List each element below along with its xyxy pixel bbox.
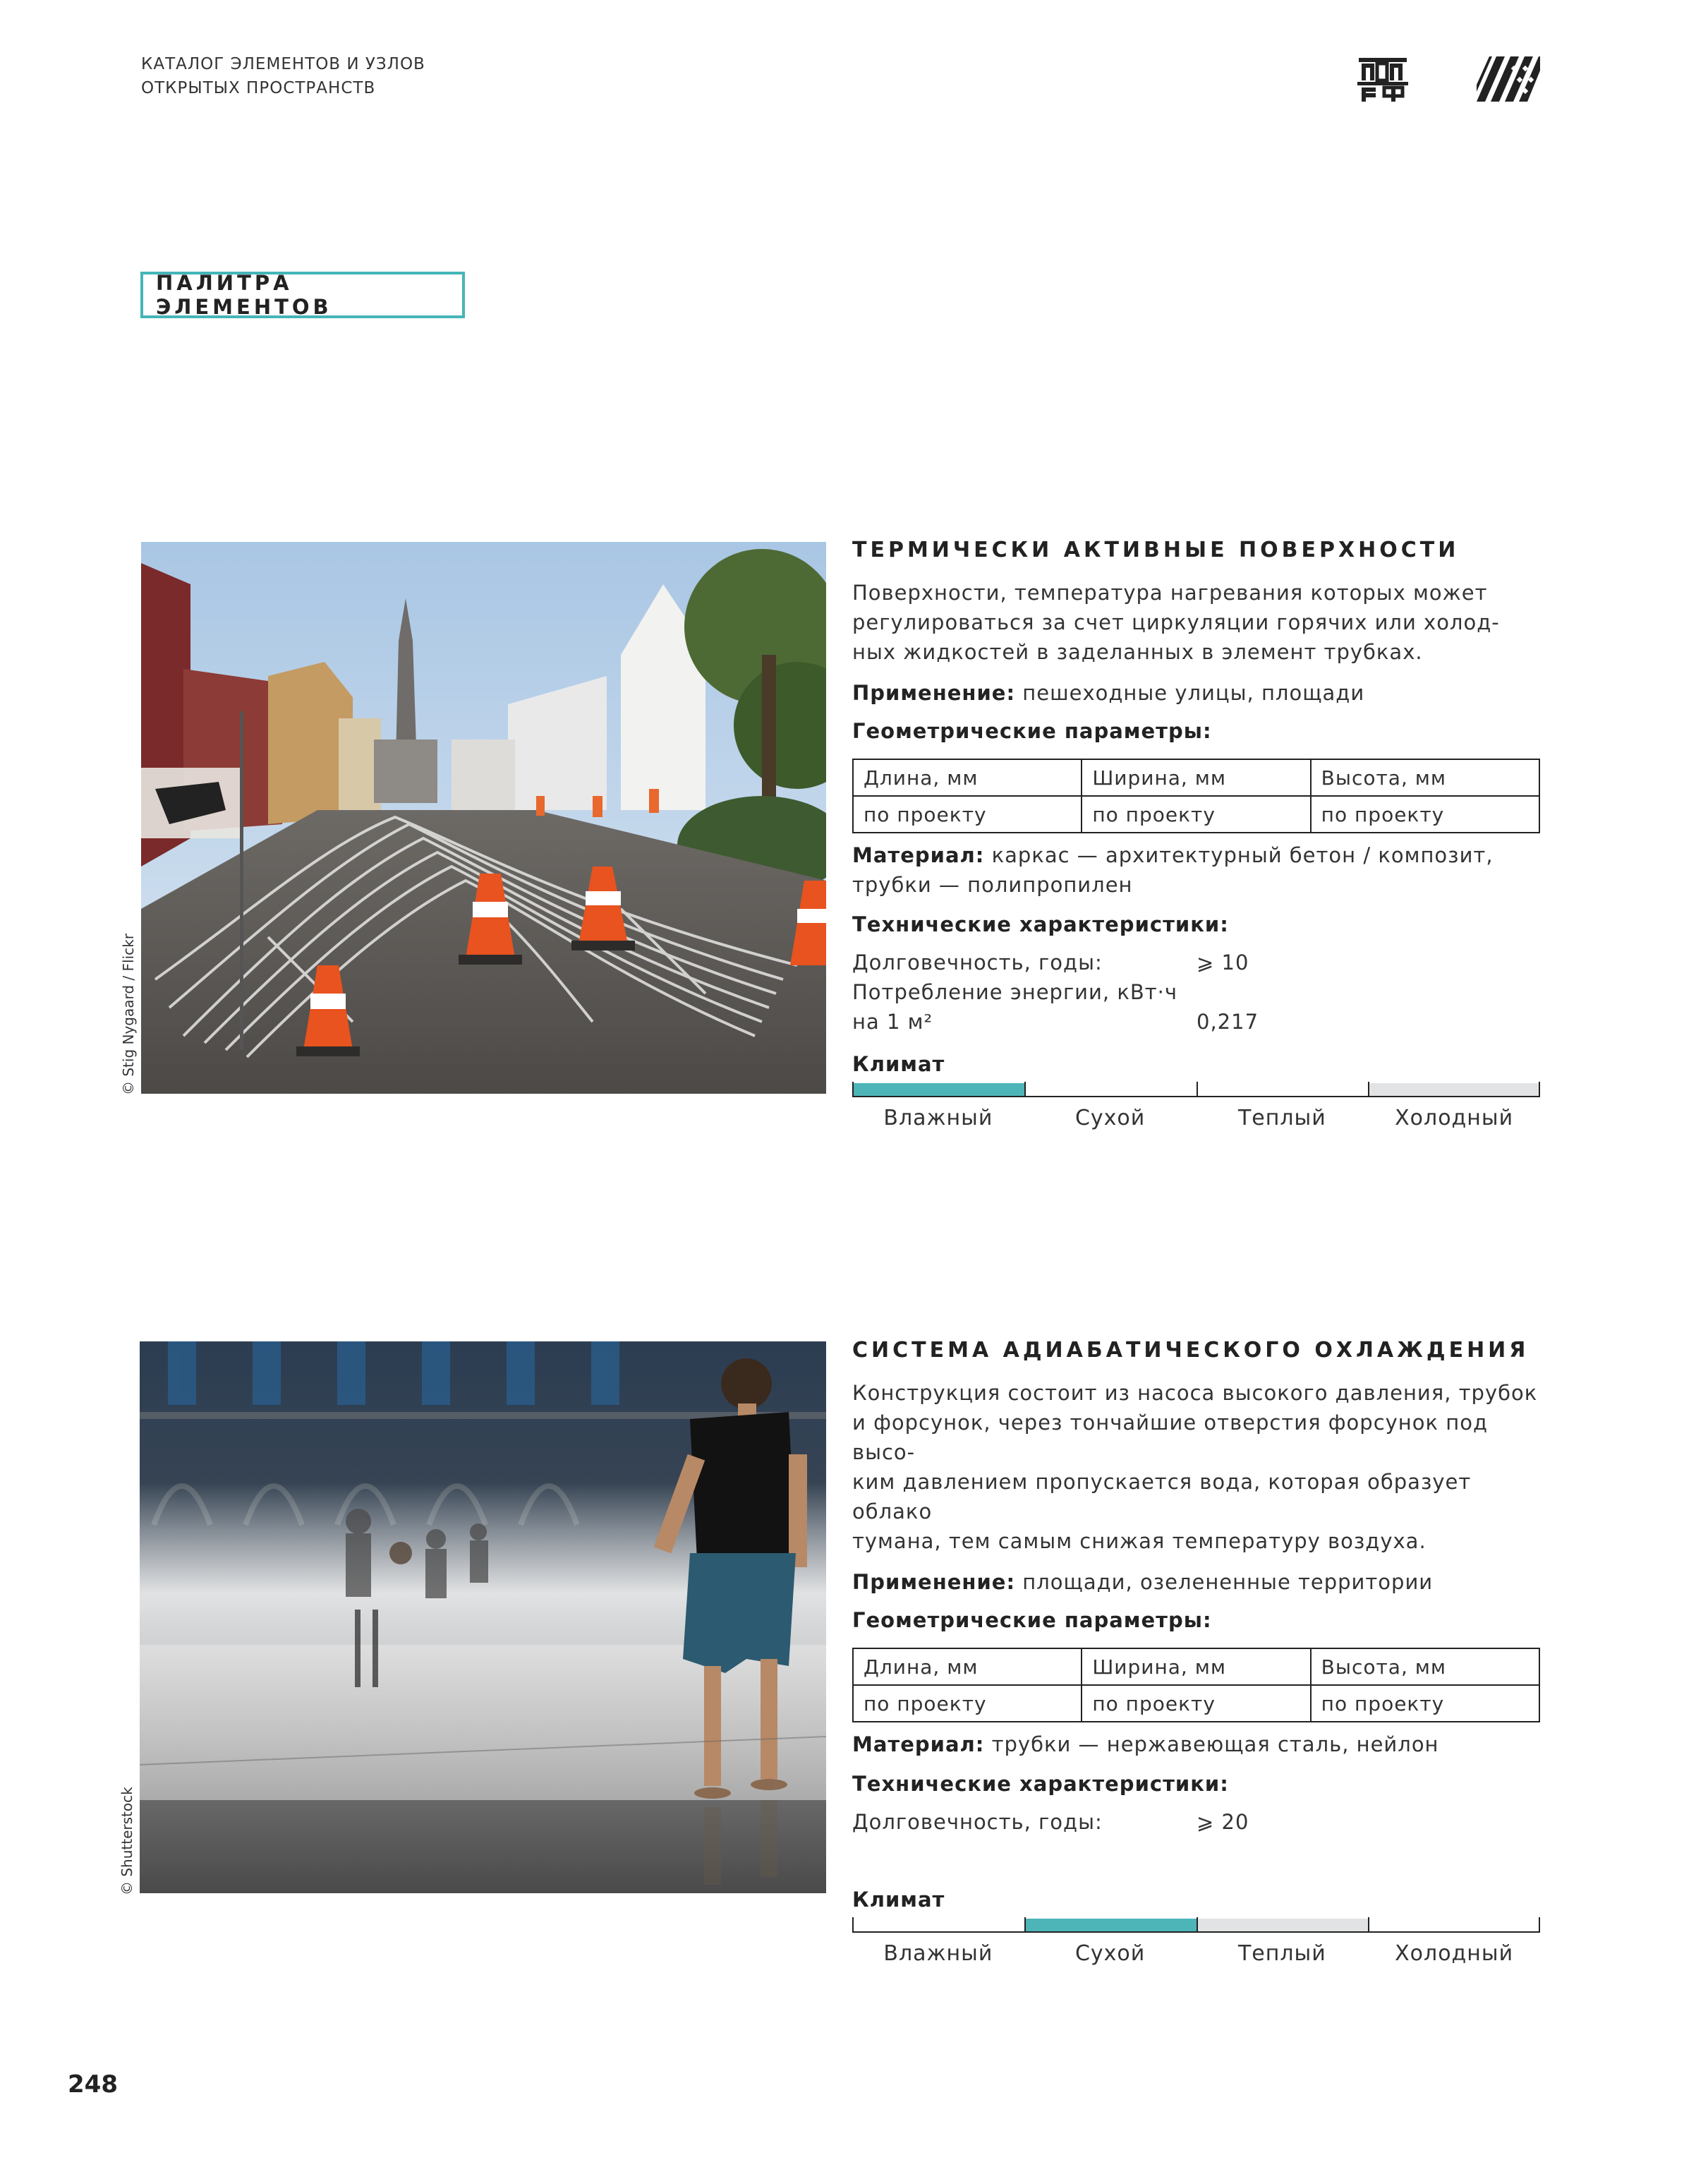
material-line-2: трубки — полипропилен: [852, 873, 1133, 897]
climate-humid: Влажный: [883, 1941, 993, 1966]
climate-tick: [1024, 1917, 1026, 1933]
material-label: Материал:: [852, 843, 985, 867]
tech-heading: Технические характеристики:: [852, 1772, 1229, 1796]
table-header-width: Ширина, мм: [1082, 1648, 1310, 1685]
tech-value: ⩾ 20: [1197, 1810, 1249, 1834]
tech-value: 0,217: [1197, 1010, 1259, 1034]
application-line: [852, 1567, 1540, 1597]
climate-tick: [1197, 1917, 1198, 1933]
description-line: и форсунок, через тончайшие отверстия форсунок под высо-: [852, 1411, 1488, 1464]
material-label: Материал:: [852, 1732, 985, 1756]
section-title: ТЕРМИЧЕСКИ АКТИВНЫЕ ПОВЕРХНОСТИ: [852, 538, 1460, 562]
section-adiabatic-cooling: [852, 1338, 1540, 1966]
pattern-logo: [1477, 56, 1540, 102]
photo-credit-1: © Stig Nygaard / Flickr: [120, 934, 137, 1095]
table-header-length: Длина, мм: [853, 1648, 1082, 1685]
tech-row: [852, 948, 1540, 977]
table-cell: по проекту: [853, 796, 1082, 833]
tech-key: Долговечность, годы:: [852, 1810, 1103, 1834]
climate-tick: [1024, 1082, 1026, 1097]
section-description: [852, 578, 1540, 667]
climate-tick: [852, 1082, 854, 1097]
page-number: 248: [68, 2070, 118, 2099]
climate-segment: [1197, 1919, 1369, 1931]
description-line: Поверхности, температура нагревания которых может: [852, 581, 1488, 605]
tech-key: Долговечность, годы:: [852, 950, 1103, 974]
table-cell: по проекту: [1082, 796, 1310, 833]
table-cell: по проекту: [1082, 1685, 1310, 1722]
photo-credit-2: © Shutterstock: [119, 1787, 135, 1895]
climate-humid: Влажный: [883, 1106, 993, 1130]
climate-tick: [1197, 1082, 1198, 1097]
climate-tick: [1368, 1917, 1369, 1933]
application-value: пешеходные улицы, площади: [1015, 681, 1365, 705]
application-line: [852, 678, 1540, 708]
climate-labels: [852, 1941, 1540, 1966]
application-label: Применение:: [852, 681, 1016, 705]
climate-heading: Климат: [852, 1888, 945, 1912]
table-header-length: Длина, мм: [853, 759, 1082, 796]
climate-bar: [852, 1082, 1540, 1100]
table-cell: по проекту: [1311, 1685, 1539, 1722]
section-title: СИСТЕМА АДИАБАТИЧЕСКОГО ОХЛАЖДЕНИЯ: [852, 1338, 1530, 1363]
table-header-height: Высота, мм: [1311, 759, 1539, 796]
tech-key: на 1 м²: [852, 1010, 933, 1034]
description-line: ных жидкостей в заделанных в элемент трубках.: [852, 640, 1423, 664]
tech-specs: [852, 1807, 1540, 1837]
application-value: площади, озелененные территории: [1015, 1570, 1434, 1594]
material-line: [852, 840, 1540, 870]
palette-label: ПАЛИТРА ЭЛЕМЕНТОВ: [140, 272, 465, 318]
climate-warm: Теплый: [1237, 1941, 1326, 1966]
table-cell: по проекту: [1311, 796, 1539, 833]
climate-segment: [1024, 1919, 1197, 1931]
section-description: [852, 1378, 1540, 1556]
climate-segment: [852, 1083, 1024, 1096]
application-label: Применение:: [852, 1570, 1016, 1594]
climate-labels: [852, 1106, 1540, 1130]
material-line: [852, 1730, 1540, 1759]
geometry-table: [852, 759, 1540, 833]
header-line-2: ОТКРЫТЫХ ПРОСТРАНСТВ: [141, 79, 376, 97]
table-cell: по проекту: [853, 1685, 1082, 1722]
tech-row: [852, 977, 1540, 1007]
table-row: [853, 759, 1539, 796]
table-row: [853, 796, 1539, 833]
mist-cooling-photo: [140, 1341, 826, 1893]
dom-rf-logo: [1357, 56, 1408, 102]
table-row: [853, 1648, 1539, 1685]
climate-heading: Климат: [852, 1052, 945, 1076]
header-line-1: КАТАЛОГ ЭЛЕМЕНТОВ И УЗЛОВ: [141, 55, 425, 73]
climate-tick: [1368, 1082, 1369, 1097]
description-line: регулироваться за счет циркуляции горячих или холод-: [852, 610, 1500, 634]
tech-heading: Технические характеристики:: [852, 912, 1229, 936]
climate-tick: [852, 1917, 854, 1933]
description-line: ким давлением пропускается вода, которая образует облако: [852, 1470, 1472, 1523]
tech-key: Потребление энергии, кВт·ч: [852, 980, 1177, 1004]
tech-row: [852, 1007, 1540, 1037]
climate-dry: Сухой: [1074, 1941, 1146, 1966]
climate-tick: [1539, 1082, 1540, 1097]
geometry-heading: Геометрические параметры:: [852, 1608, 1212, 1632]
climate-warm: Теплый: [1237, 1106, 1326, 1130]
table-row: [853, 1685, 1539, 1722]
climate-bar: [852, 1917, 1540, 1936]
table-header-height: Высота, мм: [1311, 1648, 1539, 1685]
tech-value: ⩾ 10: [1197, 950, 1249, 974]
heated-street-photo: [141, 542, 826, 1094]
climate-dry: Сухой: [1074, 1106, 1146, 1130]
table-header-width: Ширина, мм: [1082, 759, 1310, 796]
description-line: Конструкция состоит из насоса высокого давления, трубок: [852, 1381, 1538, 1405]
section-thermal-surfaces: [852, 538, 1540, 1130]
geometry-table: [852, 1648, 1540, 1722]
material-value: трубки — нержавеющая сталь, нейлон: [984, 1732, 1439, 1756]
climate-cold: Холодный: [1395, 1106, 1514, 1130]
climate-tick: [1539, 1917, 1540, 1933]
geometry-heading: Геометрические параметры:: [852, 719, 1212, 743]
material-value: каркас — архитектурный бетон / композит,: [984, 843, 1494, 867]
description-line: тумана, тем самым снижая температуру воздуха.: [852, 1529, 1427, 1553]
climate-cold: Холодный: [1395, 1941, 1514, 1966]
tech-specs: [852, 948, 1540, 1037]
catalog-header: [141, 52, 425, 100]
climate-segment: [1368, 1083, 1540, 1096]
tech-row: [852, 1807, 1540, 1837]
